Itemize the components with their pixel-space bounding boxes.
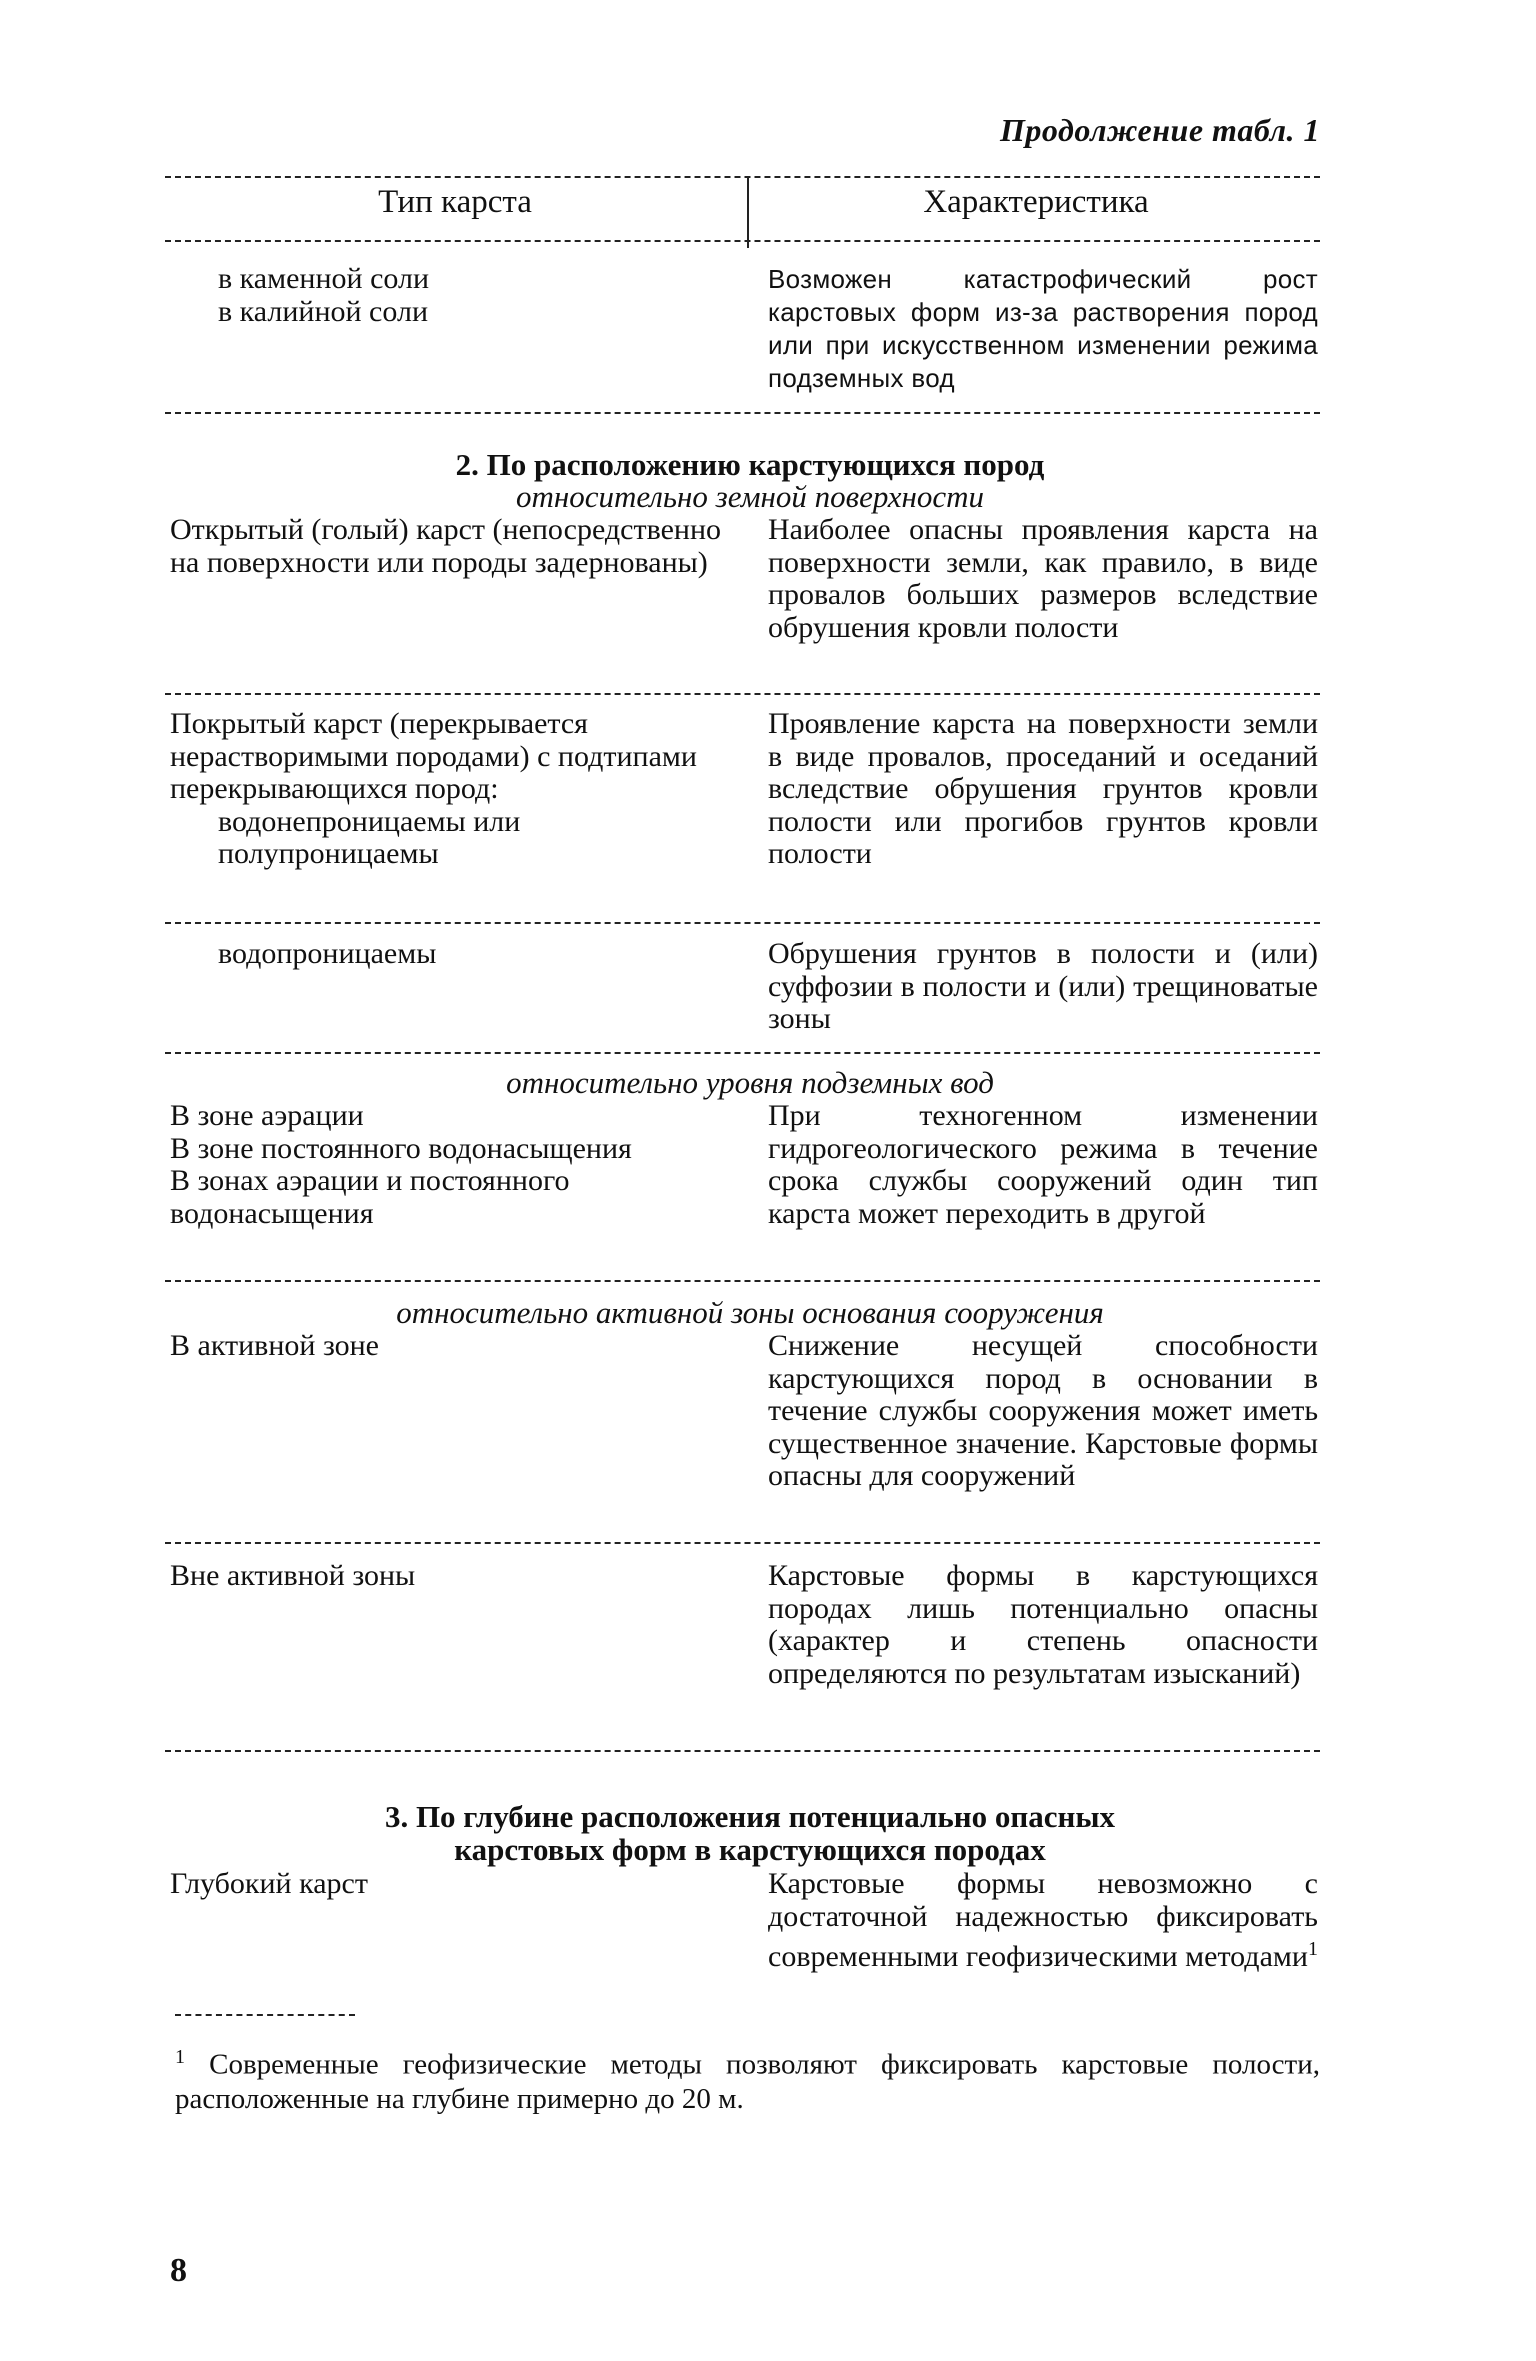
header-bottom-rule [165, 240, 1320, 242]
footnote-separator [175, 2014, 355, 2016]
row-covered-karst-characteristic: Проявление карста на поверхности земли в виде провалов, проседаний и оседаний вследствие обрушения грунтов кровли полости или прогибов грунтов кровли полости [768, 707, 1318, 870]
rule-after-in-active [165, 1542, 1320, 1544]
row-open-karst-type: Открытый (голый) карст (непосредственно на поверхности или породы задернованы) [170, 513, 722, 579]
rule-after-groundwater [165, 1280, 1320, 1282]
groundwater-aeration: В зоне аэрации [170, 1099, 364, 1132]
rule-after-salt [165, 412, 1320, 414]
rule-after-covered [165, 922, 1320, 924]
rule-after-open [165, 693, 1320, 695]
row-permeable-type: водопроницаемы [218, 937, 437, 970]
row-deep-karst-type: Глубокий карст [170, 1867, 368, 1900]
row-groundwater-characteristic: При техногенном изменении гидрогеологического режима в течение срока службы сооружений один тип карста может переходить в другой [768, 1099, 1318, 1230]
row-permeable-characteristic: Обрушения грунтов в полости и (или) суффозии в полости и (или) трещиноватые зоны [768, 937, 1318, 1035]
groundwater-both: В зонах аэрации и постоянного водонасыщения [170, 1164, 570, 1230]
continuation-label: Продолжение табл. 1 [1000, 112, 1320, 148]
row-out-active-zone-type: Вне активной зоны [170, 1559, 416, 1592]
row-deep-karst-characteristic [768, 1868, 1318, 1974]
footnote-mark: 1 [175, 2046, 185, 2068]
header-col-characteristic: Характеристика [923, 184, 1149, 220]
deep-karst-text: Карстовые формы невозможно с достаточной надежностью фиксировать современными геофизическими методами [768, 1867, 1318, 1973]
page-number: 8 [170, 2252, 187, 2289]
deep-karst-footnote-ref: 1 [1307, 1938, 1318, 1960]
section-3-title-line-1: 3. По глубине расположения потенциально опасных [384, 1799, 1116, 1834]
row-in-active-zone-type: В активной зоне [170, 1329, 379, 1362]
section-2-subtitle: относительно земной поверхности [515, 479, 985, 514]
row-in-active-zone-characteristic: Снижение несущей способности карстующихся пород в основании в течение службы сооружения может иметь существенное значение. Карстовые формы опасны для сооружений [768, 1329, 1318, 1492]
row-covered-karst-type [170, 708, 745, 871]
header-column-divider [747, 178, 749, 248]
covered-karst-subtype: водонепроницаемы или полупроницаемы [218, 804, 521, 870]
rule-after-out-active [165, 1750, 1320, 1752]
row-open-karst-characteristic: Наиболее опасны проявления карста на поверхности земли, как правило, в виде провалов больших размеров вследствие обрушения кровли полости [768, 513, 1318, 644]
active-zone-subtitle: относительно активной зоны основания сооружения [396, 1295, 1104, 1330]
groundwater-subtitle: относительно уровня подземных вод [506, 1065, 994, 1100]
row-salt-types [170, 263, 793, 328]
row-salt-rock: в каменной соли [218, 262, 430, 295]
groundwater-saturation: В зоне постоянного водонасыщения [170, 1131, 632, 1165]
footnote [175, 2040, 1320, 2116]
section-2-title: 2. По расположению карстующихся пород [455, 447, 1045, 482]
section-3-title-line-2: карстовых форм в карстующихся породах [454, 1832, 1046, 1867]
header-top-rule [165, 176, 1320, 178]
row-groundwater-types [170, 1100, 745, 1230]
row-salt-characteristic: Возможен катастрофический рост карстовых форм из-за растворения пород или при искусственном изменении режима подземных вод [768, 264, 1318, 393]
header-col-type: Тип карста [378, 184, 532, 220]
row-out-active-zone-characteristic: Карстовые формы в карстующихся породах лишь потенциально опасны (характер и степень опасности определяются по результатам изысканий) [768, 1559, 1318, 1690]
rule-after-permeable [165, 1052, 1320, 1054]
footnote-text: Современные геофизические методы позволяют фиксировать карстовые полости, расположенные на глубине примерно до 20 м. [175, 2048, 1321, 2115]
row-salt-potassium: в калийной соли [218, 294, 428, 328]
covered-karst-description: Покрытый карст (перекрывается нерастворимыми породами) с подтипами перекрывающихся пород: [170, 707, 697, 805]
